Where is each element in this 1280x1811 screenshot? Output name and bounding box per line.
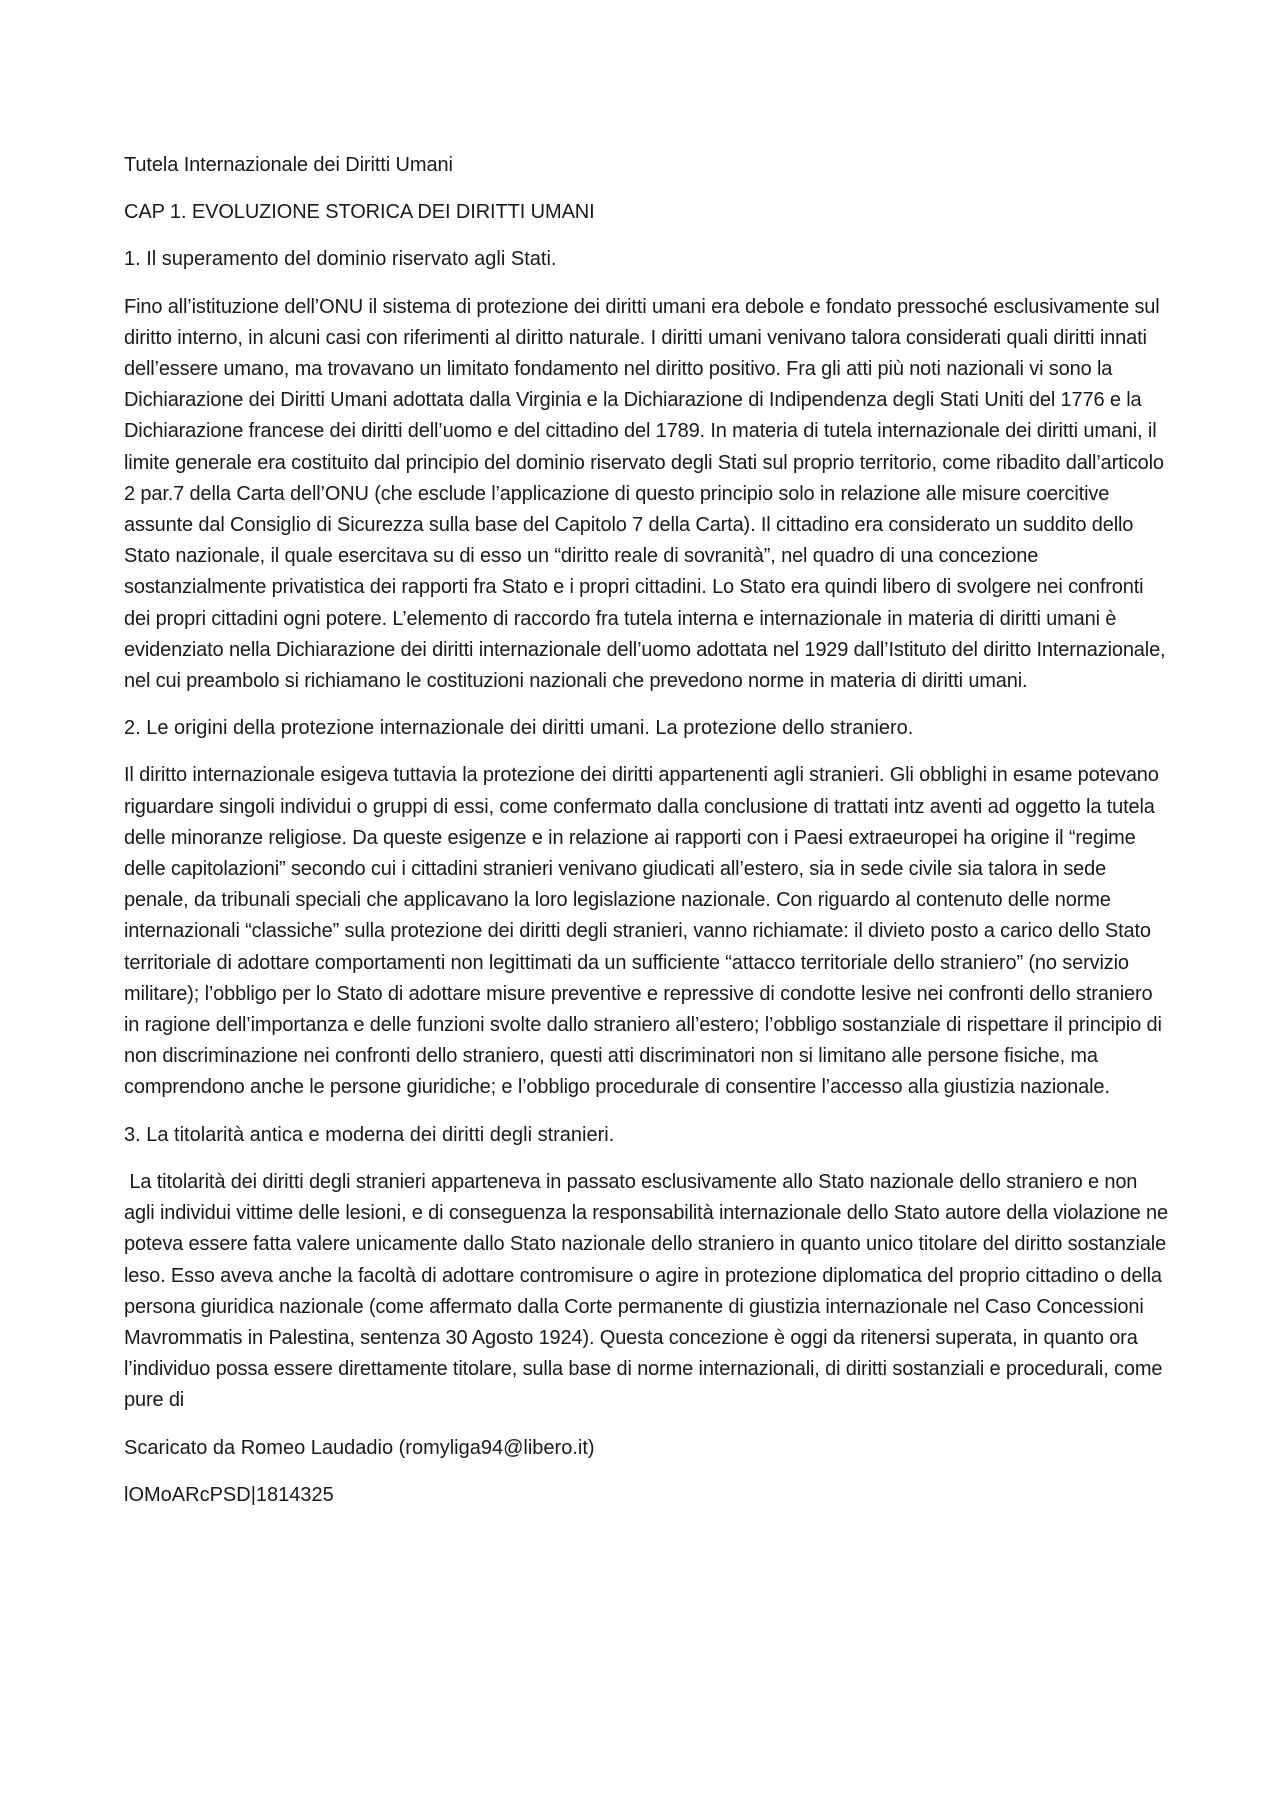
document-page — [124, 150, 1174, 1527]
section-heading-1: 1. Il superamento del dominio riservato agli Stati. — [124, 248, 557, 271]
chapter-heading: CAP 1. EVOLUZIONE STORICA DEI DIRITTI UMANI — [124, 201, 595, 224]
section-body-3: La titolarità dei diritti degli stranieri apparteneva in passato esclusivamente allo Stato nazionale dello straniero e non agli individui vittime delle lesioni, e di conseguenza la responsabilità internazionale dello Stato autore della violazione ne poteva essere fatta valere unicamente dallo Stato nazionale dello straniero in quanto unico titolare del diritto sostanziale leso. Esso aveva anche la facoltà di adottare contromisure o agire in protezione diplomatica del proprio cittadino o della persona giuridica nazionale (come affermato dalla Corte permanente di giustizia internazionale nel Caso Concessioni Mavrommatis in Palestina, sentenza 30 Agosto 1924). Questa concezione è oggi da ritenersi superata, in quanto ora l’individuo possa essere direttamente titolare, sulla base di norme internazionali, di diritti sostanziali e procedurali, come pure di — [124, 1170, 1174, 1412]
document-id: lOMoARcPSD|1814325 — [124, 1483, 334, 1506]
section-heading-3: 3. La titolarità antica e moderna dei diritti degli stranieri. — [124, 1123, 615, 1146]
section-heading-2: 2. Le origini della protezione internazionale dei diritti umani. La protezione dello straniero. — [124, 717, 914, 740]
section-body-2: Il diritto internazionale esigeva tuttavia la protezione dei diritti appartenenti agli stranieri. Gli obblighi in esame potevano riguardare singoli individui o gruppi di essi, come confermato dalla conclusione di trattati intz aventi ad oggetto la tutela delle minoranze religiose. Da queste esigenze e in relazione ai rapporti con i Paesi extraeuropei ha origine il “regime delle capitolazioni” secondo cui i cittadini stranieri venivano giudicati all’estero, sia in sede civile sia talora in sede penale, da tribunali speciali che applicavano la loro legislazione nazionale. Con riguardo al contenuto delle norme internazionali “classiche” sulla protezione dei diritti degli stranieri, vanno richiamate: il divieto posto a carico dello Stato territoriale di adottare comportamenti non legittimati da un sufficiente “attacco territoriale dello straniero” (no servizio militare); l’obbligo per lo Stato di adottare misure preventive e repressive di condotte lesive nei confronti dello straniero in ragione dell’importanza e delle funzioni svolte dallo straniero all’estero; l’obbligo sostanziale di rispettare il principio di non discriminazione nei confronti dello straniero, questi atti discriminatori non si limitano alle persone fisiche, ma comprendono anche le persone giuridiche; e l’obbligo procedurale di consentire l’accesso alla giustizia nazionale. — [124, 764, 1162, 1099]
download-note: Scaricato da Romeo Laudadio (romyliga94@libero.it) — [124, 1436, 595, 1459]
section-body-1: Fino all’istituzione dell’ONU il sistema di protezione dei diritti umani era debole e fondato pressoché esclusivamente sul diritto interno, in alcuni casi con riferimenti al diritto naturale. I diritti umani venivano talora considerati quali diritti innati dell’essere umano, ma trovavano un limitato fondamento nel diritto positivo. Fra gli atti più noti nazionali vi sono la Dichiarazione dei Diritti Umani adottata dalla Virginia e la Dichiarazione di Indipendenza degli Stati Uniti del 1776 e la Dichiarazione francese dei diritti dell’uomo e del cittadino del 1789. In materia di tutela internazionale dei diritti umani, il limite generale era costituito dal principio del dominio riservato degli Stati sul proprio territorio, come ribadito dall’articolo 2 par.7 della Carta dell’ONU (che esclude l’applicazione di questo principio solo in relazione alle misure coercitive assunte dal Consiglio di Sicurezza sulla base del Capitolo 7 della Carta). Il cittadino era considerato un suddito dello Stato nazionale, il quale esercitava su di esso un “diritto reale di sovranità”, nel quadro di una concezione sostanzialmente privatistica dei rapporti fra Stato e i propri cittadini. Lo Stato era quindi libero di svolgere nei confronti dei propri cittadini ogni potere. L’elemento di raccordo fra tutela interna e internazionale in materia di diritti umani è evidenziato nella Dichiarazione dei diritti internazionale dell’uomo adottata nel 1929 dall’Istituto del diritto Internazionale, nel cui preambolo si richiamano le costituzioni nazionali che prevedono norme in materia di diritti umani. — [124, 295, 1166, 693]
document-title: Tutela Internazionale dei Diritti Umani — [124, 154, 453, 176]
